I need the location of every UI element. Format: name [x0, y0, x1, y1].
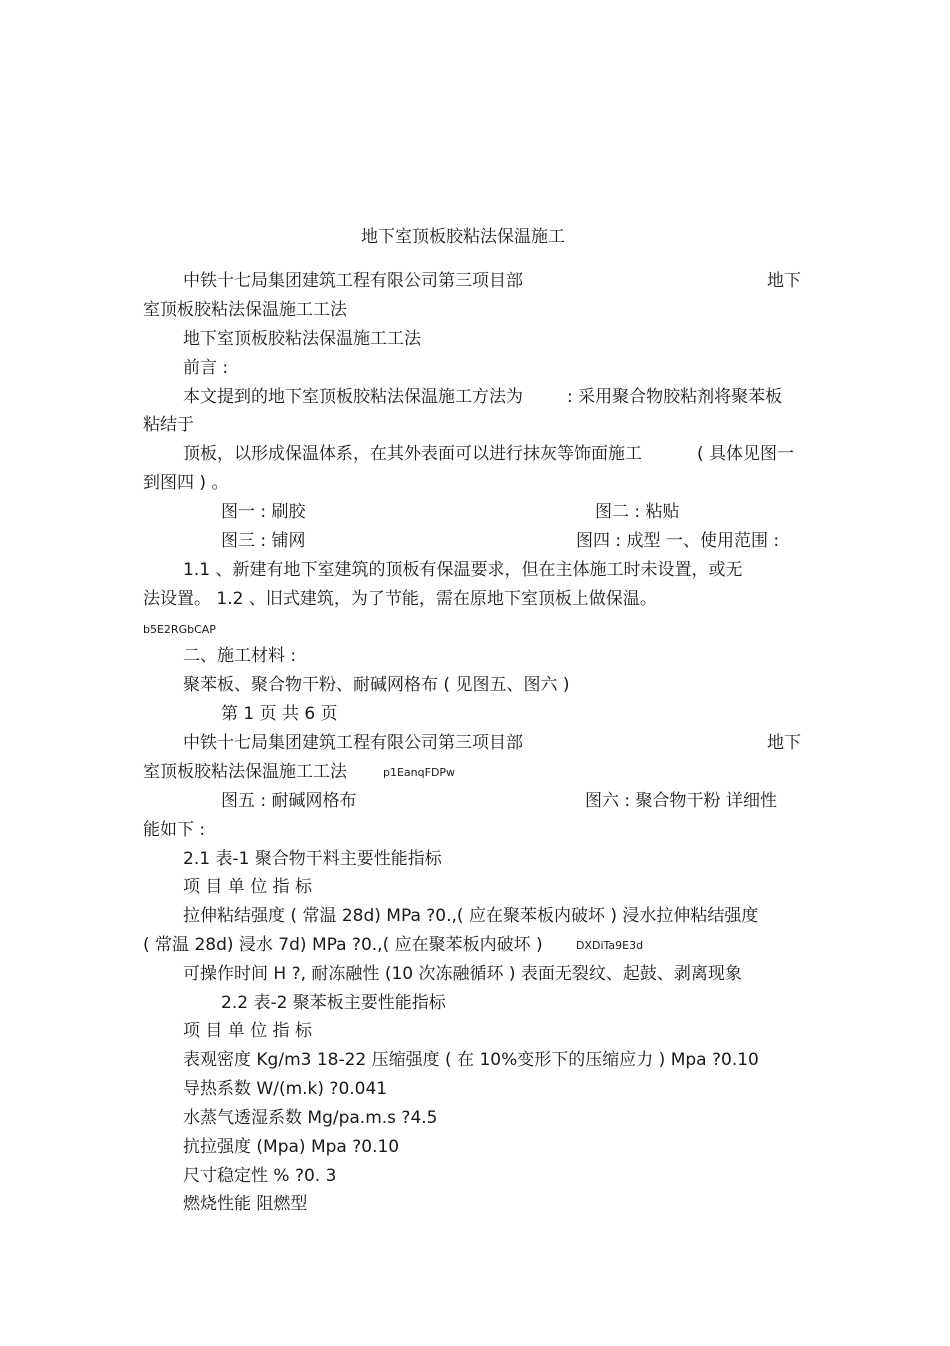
paragraph-line: 本文提到的地下室顶板胶粘法保温施工方法为: [183, 387, 523, 407]
figure-caption: 图三 : 铺网: [221, 531, 306, 551]
table-row: 尺寸稳定性 % ?0. 3: [183, 1166, 337, 1186]
watermark-code: p1EanqFDPw: [383, 766, 456, 779]
table-caption: 2.2 表-2 聚苯板主要性能指标: [221, 993, 446, 1013]
figure-caption: 图六 : 聚合物干粉 详细性: [585, 791, 777, 811]
document-title: 地下室顶板胶粘法保温施工: [361, 227, 565, 247]
page-number: 第 1 页 共 6 页: [221, 704, 338, 724]
table-row: 水蒸气透湿系数 Mg/pa.m.s ?4.5: [183, 1108, 438, 1128]
section-heading: 前言 :: [183, 358, 229, 378]
company-line-end: 地下: [767, 733, 801, 753]
text-line: 室顶板胶粘法保温施工工法: [143, 300, 347, 320]
paragraph-line: 法设置。 1.2 、旧式建筑，为了节能，需在原地下室顶板上做保温。: [143, 589, 657, 609]
table-row: 可操作时间 H ?, 耐冻融性 (10 次冻融循环 ) 表面无裂纹、起鼓、剥离现象: [183, 964, 742, 984]
section-heading: 地下室顶板胶粘法保温施工工法: [183, 329, 421, 349]
paragraph-line: : 采用聚合物胶粘剂将聚苯板: [567, 387, 783, 407]
section-heading: 二、施工材料 :: [183, 646, 297, 666]
paragraph-line: ( 具体见图一: [697, 444, 795, 464]
company-line-end: 地下: [767, 271, 801, 291]
paragraph-line: 到图四 ) 。: [143, 473, 229, 493]
figure-caption: 图一 : 刷胶: [221, 502, 306, 522]
company-line: 中铁十七局集团建筑工程有限公司第三项目部: [183, 271, 523, 291]
table-row: 表观密度 Kg/m3 18-22 压缩强度 ( 在 10%变形下的压缩应力 ) Mpa ?0.10: [183, 1050, 759, 1070]
figure-caption: 图四 : 成型 一、使用范围 :: [576, 531, 780, 551]
paragraph-line: 能如下 :: [143, 820, 206, 840]
watermark-code: DXDiTa9E3d: [576, 939, 644, 952]
table-row: 抗拉强度 (Mpa) Mpa ?0.10: [183, 1137, 400, 1157]
table-row: 拉伸粘结强度 ( 常温 28d) MPa ?0.,( 应在聚苯板内破坏 ) 浸水拉伸粘结强度: [183, 906, 759, 926]
paragraph-line: 聚苯板、聚合物干粉、耐碱网格布 ( 见图五、图六 ): [183, 675, 570, 695]
table-caption: 2.1 表-1 聚合物干料主要性能指标: [183, 849, 442, 869]
table-row: 导热系数 W/(m.k) ?0.041: [183, 1079, 388, 1099]
text-line: 室顶板胶粘法保温施工工法: [143, 762, 347, 782]
table-header: 项 目 单 位 指 标: [183, 877, 313, 897]
table-row: 燃烧性能 阻燃型: [183, 1194, 308, 1214]
table-row: ( 常温 28d) 浸水 7d) MPa ?0.,( 应在聚苯板内破坏 ): [143, 935, 543, 955]
company-line: 中铁十七局集团建筑工程有限公司第三项目部: [183, 733, 523, 753]
table-header: 项 目 单 位 指 标: [183, 1021, 313, 1041]
paragraph-line: 顶板，以形成保温体系，在其外表面可以进行抹灰等饰面施工: [183, 444, 642, 464]
paragraph-line: 1.1 、新建有地下室建筑的顶板有保温要求，但在主体施工时未设置，或无: [183, 560, 743, 580]
paragraph-line: 粘结于: [143, 415, 194, 435]
figure-caption: 图二 : 粘贴: [595, 502, 680, 522]
figure-caption: 图五 : 耐碱网格布: [221, 791, 357, 811]
watermark-code: b5E2RGbCAP: [143, 623, 216, 636]
